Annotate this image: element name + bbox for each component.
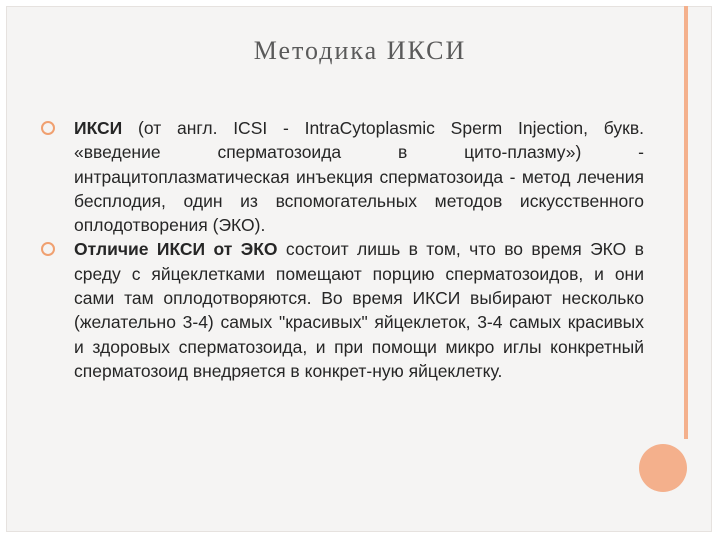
accent-bar xyxy=(684,6,688,439)
slide-title: Методика ИКСИ xyxy=(253,36,467,65)
bullet-lead: Отличие ИКСИ от ЭКО xyxy=(74,239,278,260)
bullet-item xyxy=(40,116,644,237)
bullet-paragraph xyxy=(74,116,644,237)
bullet-text: (от англ. ICSI - IntraCytoplasmic Sperm Injection, букв. «введение сперматозоида в цито-плазму») - интрацитоплазматическая инъекция сперматозоида - метод лечения бесплодия, один из вспомогательных методов искусственного оплодотворения (ЭКО). xyxy=(74,118,644,236)
bullet-lead: ИКСИ xyxy=(74,118,123,138)
accent-circle xyxy=(639,444,687,492)
circle-bullet-icon xyxy=(40,241,56,257)
circle-bullet-icon xyxy=(40,120,56,136)
bullet-item xyxy=(40,237,644,383)
slide-content xyxy=(40,116,644,383)
bullet-paragraph xyxy=(74,237,644,383)
bullet-text: состоит лишь в том, что во время ЭКО в среду с яйцеклетками помещают порцию сперматозоидов, и они сами там оплодотворяются. Во время ИКСИ выбирают несколько (желательно 3-4) самых "красивых" яйцеклеток, 3-4 самых красивых и здоровых сперматозоида, и при помощи микро иглы конкретный сперматозоид внедряется в конкрет-ную яйцеклетку. xyxy=(74,239,644,381)
